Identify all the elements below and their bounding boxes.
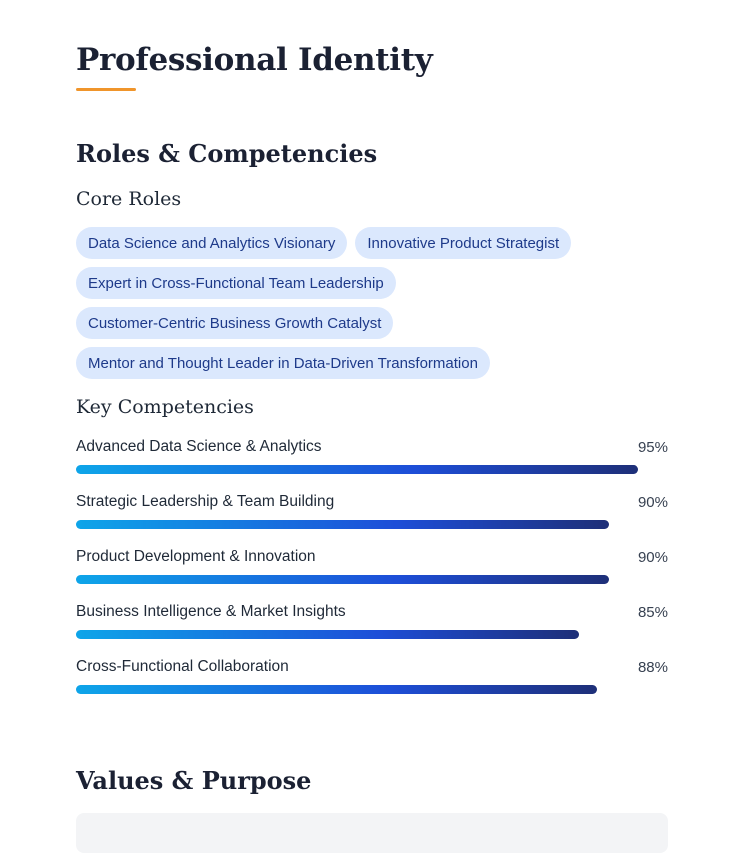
role-chip: Innovative Product Strategist: [355, 227, 571, 259]
core-roles-list: [76, 227, 668, 387]
title-underline: [76, 88, 136, 91]
competency-bar-fill: [76, 575, 609, 584]
competency-item: [76, 492, 668, 532]
competency-bar-track: [76, 465, 668, 474]
competency-item: [76, 657, 668, 697]
competency-percent: 90%: [637, 493, 668, 511]
role-chip: Data Science and Analytics Visionary: [76, 227, 347, 259]
competency-item: [76, 602, 668, 642]
role-chip: Mentor and Thought Leader in Data-Driven Transformation: [76, 347, 490, 379]
role-chip: Expert in Cross-Functional Team Leadership: [76, 267, 396, 299]
competency-percent: 90%: [637, 548, 668, 566]
competency-item: [76, 437, 668, 477]
page-title: Professional Identity: [76, 42, 433, 78]
competency-percent: 88%: [637, 658, 668, 676]
role-row: [76, 347, 668, 379]
competency-bar-fill: [76, 465, 638, 474]
role-row: [76, 227, 668, 259]
role-row: [76, 307, 668, 339]
competency-name: Advanced Data Science & Analytics: [76, 438, 322, 455]
core-roles-heading: Core Roles: [76, 188, 182, 210]
competency-bar-fill: [76, 630, 579, 639]
competency-name: Strategic Leadership & Team Building: [76, 493, 335, 510]
roles-competencies-heading: Roles & Competencies: [76, 139, 378, 168]
competency-name: Product Development & Innovation: [76, 548, 316, 565]
competency-bar-track: [76, 630, 668, 639]
values-card: [76, 813, 668, 853]
competency-percent: 95%: [637, 438, 668, 456]
competency-name: Business Intelligence & Market Insights: [76, 603, 346, 620]
competency-name: Cross-Functional Collaboration: [76, 658, 289, 675]
competency-bar-track: [76, 575, 668, 584]
competency-bar-fill: [76, 520, 609, 529]
key-competencies-heading: Key Competencies: [76, 396, 254, 418]
competency-bar-fill: [76, 685, 597, 694]
values-purpose-heading: Values & Purpose: [76, 766, 312, 795]
competency-percent: 85%: [637, 603, 668, 621]
competency-item: [76, 547, 668, 587]
role-chip: Customer-Centric Business Growth Catalyst: [76, 307, 393, 339]
competency-bar-track: [76, 685, 668, 694]
competency-bar-track: [76, 520, 668, 529]
role-row: [76, 267, 668, 299]
